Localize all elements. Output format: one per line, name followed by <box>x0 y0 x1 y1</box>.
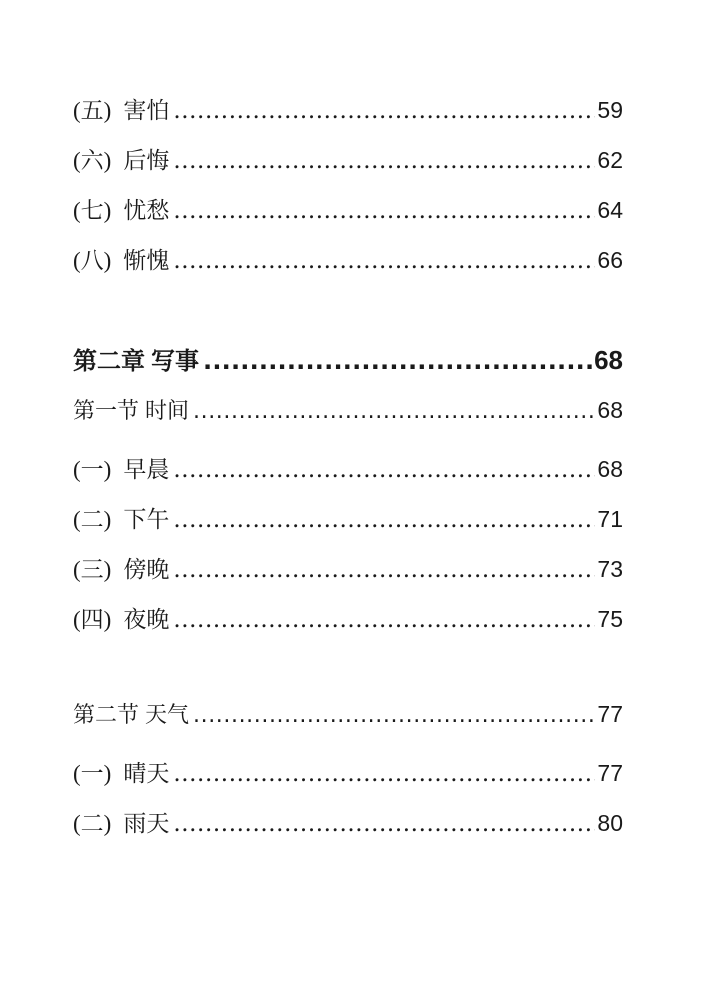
entry-page-number: 71 <box>597 506 623 532</box>
entry-title: 晴天 <box>123 761 170 787</box>
toc-entry <box>73 551 623 585</box>
toc-entry <box>73 601 623 635</box>
entry-page-number: 62 <box>597 147 623 173</box>
toc-entry <box>73 242 623 276</box>
section-entry <box>73 698 623 732</box>
chapter-entry <box>73 341 623 375</box>
entry-page-number: 64 <box>597 197 623 223</box>
section-title: 时间 <box>145 399 190 424</box>
dot-leader <box>173 198 595 224</box>
dot-leader <box>173 507 595 533</box>
toc-entry <box>73 142 623 176</box>
chapter-page-number: 68 <box>594 345 623 375</box>
entry-page-number: 59 <box>597 97 623 123</box>
dot-leader <box>203 347 592 375</box>
dot-leader <box>173 557 595 583</box>
entry-number: (三) <box>73 557 112 582</box>
chapter-title: 写事 <box>151 347 199 375</box>
dot-leader <box>193 399 595 424</box>
entry-number: (四) <box>73 607 112 632</box>
entry-title: 害怕 <box>123 98 170 124</box>
section-entry <box>73 394 623 428</box>
toc-entry <box>73 501 623 535</box>
dot-leader <box>173 457 595 483</box>
entry-title: 傍晚 <box>123 557 170 583</box>
dot-leader <box>173 761 595 787</box>
dot-leader <box>173 248 595 274</box>
entry-title: 忧愁 <box>123 198 170 224</box>
entry-page-number: 75 <box>597 606 623 632</box>
section-label: 第一节 <box>73 399 140 424</box>
entry-page-number: 77 <box>597 760 623 786</box>
dot-leader <box>173 811 595 837</box>
entry-page-number: 68 <box>597 456 623 482</box>
entry-title: 后悔 <box>123 148 170 174</box>
section-title: 天气 <box>145 703 190 728</box>
dot-leader <box>193 703 595 728</box>
entry-number: (一) <box>73 761 112 786</box>
entry-number: (二) <box>73 507 112 532</box>
entry-number: (一) <box>73 457 112 482</box>
dot-leader <box>173 148 595 174</box>
entry-title: 惭愧 <box>123 248 170 274</box>
entry-number: (六) <box>73 148 112 173</box>
section-page-number: 68 <box>597 397 623 423</box>
section-page-number: 77 <box>597 701 623 727</box>
entry-title: 下午 <box>123 507 170 533</box>
entry-page-number: 73 <box>597 556 623 582</box>
entry-title: 雨天 <box>123 811 170 837</box>
entry-title: 早晨 <box>123 457 170 483</box>
entry-title: 夜晚 <box>123 607 170 633</box>
entry-number: (五) <box>73 98 112 123</box>
toc-entry <box>73 192 623 226</box>
section-label: 第二节 <box>73 703 140 728</box>
entry-number: (八) <box>73 248 112 273</box>
chapter-label: 第二章 <box>73 347 145 375</box>
entry-number: (七) <box>73 198 112 223</box>
entry-page-number: 66 <box>597 247 623 273</box>
toc-entry <box>73 805 623 839</box>
dot-leader <box>173 607 595 633</box>
toc-entry <box>73 755 623 789</box>
dot-leader <box>173 98 595 124</box>
toc-entry <box>73 92 623 126</box>
entry-page-number: 80 <box>597 810 623 836</box>
toc-entry <box>73 451 623 485</box>
entry-number: (二) <box>73 811 112 836</box>
